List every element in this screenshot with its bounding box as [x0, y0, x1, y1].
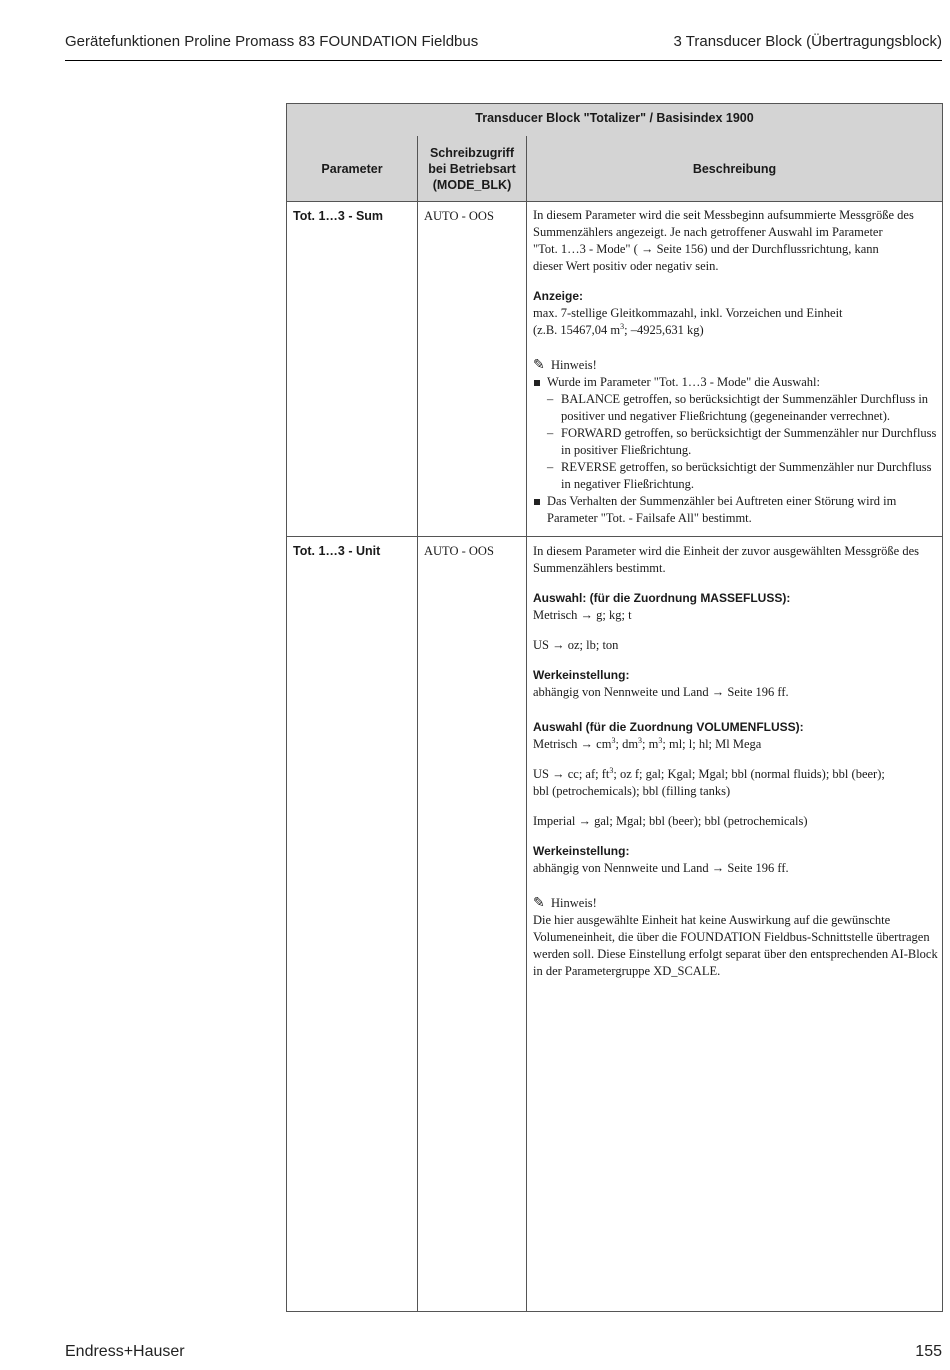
pencil-note-icon: ✎ [533, 358, 545, 373]
superscript: 3 [638, 735, 643, 745]
text: Metrisch → g; kg; t [533, 608, 632, 622]
note-label: Hinweis! [551, 896, 597, 910]
text: bbl (petrochemicals); bbl (filling tanks) [533, 784, 731, 798]
column-header-parameter: Parameter [321, 162, 383, 176]
list-item: Das Verhalten der Summenzähler bei Auftreten einer Störung wird im Parameter "Tot. - Failsafe All" bestimmt. [533, 493, 938, 527]
list-item: – BALANCE getroffen, so berücksichtigt der Summenzähler Durchfluss in positiver und negativer Fließrichtung (gegeneinander verrechnet). [533, 391, 938, 425]
mode-unit: AUTO - OOS [424, 544, 494, 558]
description-sum [533, 207, 938, 527]
page-number: 155 [915, 1343, 942, 1360]
note-text: Die hier ausgewählte Einheit hat keine Auswirkung auf die gewünschte Volumeneinheit, die über die FOUNDATION Fieldbus-Schnittstelle übertragen werden soll. Diese Einstellung erfolgt separat über den entsprechenden AI-Block in der Parametergruppe XD_SCALE. [533, 913, 938, 978]
column-divider [526, 136, 527, 1311]
text: "Tot. 1…3 - Mode" ( [533, 242, 638, 256]
text: dieser Wert positiv oder negativ sein. [533, 259, 719, 273]
text: max. 7-stellige Gleitkommazahl, inkl. Vorzeichen und Einheit [533, 306, 843, 320]
header-section: 3 Transducer Block (Übertragungsblock) [673, 33, 942, 50]
text: US → cc; af; ft [533, 767, 610, 781]
page-header [65, 33, 942, 53]
text: ; m [642, 737, 659, 751]
text: US → oz; lb; ton [533, 638, 619, 652]
column-header-description: Beschreibung [692, 162, 777, 176]
text: ; dm [615, 737, 639, 751]
superscript: 3 [620, 321, 625, 331]
selection-mass-label: Auswahl: (für die Zuordnung MASSEFLUSS): [533, 591, 791, 605]
display-label: Anzeige: [533, 289, 584, 303]
column-header-access-line2: bei Betriebsart [428, 162, 516, 176]
param-name-sum: Tot. 1…3 - Sum [293, 209, 384, 223]
superscript: 3 [611, 735, 616, 745]
factory-setting-label: Werkeinstellung: [533, 844, 630, 858]
text: (z.B. 15467,04 m [533, 323, 621, 337]
column-header-access [418, 137, 526, 201]
table-title: Transducer Block "Totalizer" / Basisindex 1900 [475, 111, 754, 125]
header-title: Gerätefunktionen Proline Promass 83 FOUNDATION Fieldbus [65, 33, 479, 50]
text: ; –4925,631 kg) [624, 323, 704, 337]
pencil-note-icon: ✎ [533, 896, 545, 911]
note-list [533, 374, 938, 527]
selection-volume-label: Auswahl (für die Zuordnung VOLUMENFLUSS): [533, 720, 804, 734]
text: Metrisch → cm [533, 737, 612, 751]
text: In diesem Parameter wird die Einheit der zuvor ausgewählten Messgröße des Summenzählers bestimmt. [533, 544, 919, 575]
column-divider [417, 136, 418, 1311]
list-item: – FORWARD getroffen, so berücksichtigt der Summenzähler nur Durchfluss in positiver Fließrichtung. [533, 425, 938, 459]
text: ; ml; l; hl; Ml Mega [662, 737, 762, 751]
text: ; oz f; gal; Kgal; Mgal; bbl (normal fluids); bbl (beer); [613, 767, 885, 781]
page-link[interactable]: → Seite 156) und der Durchflussrichtung, kann [640, 242, 879, 256]
page-link[interactable]: abhängig von Nennweite und Land → Seite 196 ff. [533, 685, 789, 699]
page-link[interactable]: abhängig von Nennweite und Land → Seite 196 ff. [533, 861, 789, 875]
factory-setting-label: Werkeinstellung: [533, 668, 630, 682]
superscript: 3 [609, 765, 614, 775]
table-header [287, 104, 942, 202]
column-header-access-line1: Schreibzugriff [429, 146, 515, 160]
brand-logo-text: Endress+Hauser [65, 1343, 185, 1360]
list-item: Wurde im Parameter "Tot. 1…3 - Mode" die Auswahl: [533, 374, 938, 391]
note-label: Hinweis! [551, 358, 597, 372]
parameter-table [286, 103, 943, 1312]
mode-sum: AUTO - OOS [424, 209, 494, 223]
header-rule [65, 60, 942, 61]
param-name-unit: Tot. 1…3 - Unit [293, 544, 381, 558]
description-unit [533, 543, 938, 980]
text: In diesem Parameter wird die seit Messbeginn aufsummierte Messgröße des [533, 208, 914, 222]
superscript: 3 [658, 735, 663, 745]
text: Imperial → gal; Mgal; bbl (beer); bbl (petrochemicals) [533, 814, 808, 828]
text: Summenzählers angezeigt. Je nach getroffener Auswahl im Parameter [533, 225, 883, 239]
list-item: – REVERSE getroffen, so berücksichtigt der Summenzähler nur Durchfluss in negativer Fließrichtung. [533, 459, 938, 493]
column-header-access-line3: (MODE_BLK) [432, 178, 512, 192]
row-divider [287, 536, 942, 537]
